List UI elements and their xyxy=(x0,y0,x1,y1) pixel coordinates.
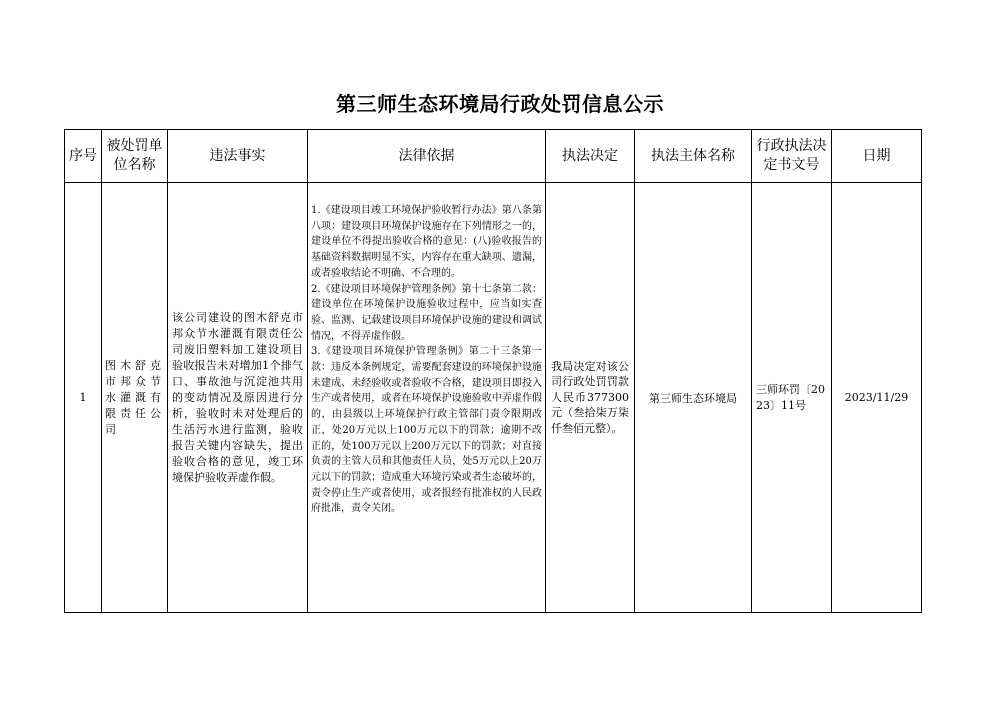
enforcement-decision: 我局决定对该公司行政处罚罚款人民币377300元（叁拾柒万柒仟叁佰元整）。 xyxy=(551,359,629,435)
header-decision: 执法决定 xyxy=(546,130,635,183)
cell-fact xyxy=(168,183,308,613)
header-date: 日期 xyxy=(832,130,922,183)
header-law: 法律依据 xyxy=(308,130,546,183)
header-body: 执法主体名称 xyxy=(635,130,752,183)
legal-basis-item: 3.《建设项目环境保护管理条例》第二十三条第一款：违反本条例规定，需要配套建设的环境保护设施未建成、未经验收或者验收不合格，建设项目即投入生产或者使用，或者在环境保护设施验收中弄虚作假的，由县级以上环境保护行政主管部门责令限期改正，处20万元以上100万元以下的罚款；逾期不改正的，处100万元以上200万元以下的罚款；对直接负责的主管人员和其他责任人员，处5万元以上20万元以下的罚款；造成重大环境污染或者生态破坏的，责令停止生产或者使用，或者报经有批准权的人民政府批准，责令关闭。 xyxy=(311,346,542,515)
page-title: 第三师生态环境局行政处罚信息公示 xyxy=(336,92,664,116)
table-row xyxy=(65,183,922,613)
cell-org xyxy=(102,183,168,613)
header-seq: 序号 xyxy=(65,130,102,183)
cell-date: 2023/11/29 xyxy=(832,183,922,613)
header-doc: 行政执法决定书文号 xyxy=(752,130,832,183)
org-name: 图木舒克市邦众节水灌溉有限责任公司 xyxy=(105,358,164,436)
cell-law xyxy=(308,183,546,613)
penalty-table xyxy=(64,129,922,613)
cell-body: 第三师生态环境局 xyxy=(635,183,752,613)
decision-doc-number: 三师环罚〔2023〕11号 xyxy=(756,382,825,412)
legal-basis xyxy=(311,203,542,517)
violation-facts: 该公司建设的图木舒克市邦众节水灌溉有限责任公司废旧塑料加工建设项目验收报告未对增加1个排气口、事故池与沉淀池共用的变动情况及原因进行分析，验收时未对处理后的生活污水进行监测，验收报告关键内容缺失，提出验收合格的意见，竣工环境保护验收弄虚作假。 xyxy=(172,310,303,484)
header-org: 被处罚单位名称 xyxy=(102,130,168,183)
cell-seq: 1 xyxy=(65,183,102,613)
cell-decision xyxy=(546,183,635,613)
cell-doc xyxy=(752,183,832,613)
legal-basis-item: 1.《建设项目竣工环境保护验收暂行办法》第八条第八项：建设项目环境保护设施存在下列情形之一的，建设单位不得提出验收合格的意见：(八)验收报告的基础资料数据明显不实，内容存在重大缺项、遗漏，或者验收结论不明确、不合理的。 xyxy=(311,205,542,279)
header-row xyxy=(65,130,922,183)
legal-basis-item: 2.《建设项目环境保护管理条例》第十七条第二款：建设单位在环境保护设施验收过程中，应当如实查验、监测、记载建设项目环境保护设施的建设和调试情况，不得弄虚作假。 xyxy=(311,283,542,342)
header-fact: 违法事实 xyxy=(168,130,308,183)
